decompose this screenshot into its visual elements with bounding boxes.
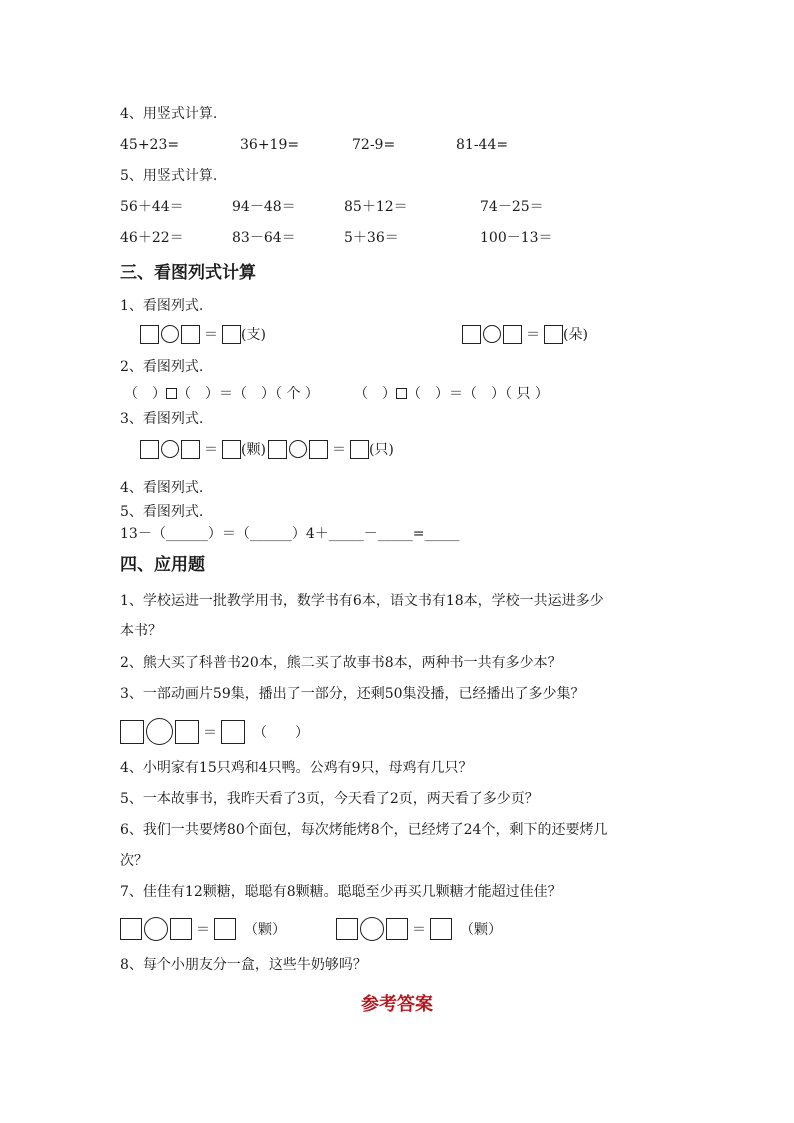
s4-q7-equation-a — [120, 917, 286, 941]
s3-p3-title: 3、看图列式. — [120, 411, 204, 427]
q5-r2-1: 46＋22＝ — [120, 230, 184, 246]
answer-box[interactable] — [170, 918, 192, 940]
s4-q1-line1: 1、学校运进一批教学用书，数学书有6本，语文书有18本，学校一共运进多少 — [120, 593, 604, 609]
unit-label: (只) — [368, 442, 394, 458]
answer-box[interactable] — [430, 918, 452, 940]
answer-box[interactable] — [386, 918, 408, 940]
answer-box[interactable] — [503, 325, 522, 344]
s3-p3-equation — [140, 439, 394, 459]
equals-sign: ＝ — [204, 327, 218, 343]
answer-box[interactable] — [221, 720, 245, 744]
equals-sign: ＝ — [526, 327, 540, 343]
answer-box[interactable] — [120, 918, 142, 940]
q4-title: 4、用竖式计算. — [120, 106, 218, 122]
q4-item-2: 36+19= — [240, 137, 300, 153]
s3-p2-title: 2、看图列式. — [120, 359, 204, 375]
operator-circle[interactable] — [161, 440, 179, 458]
unit-label: (朵) — [563, 327, 588, 343]
equals-sign: ＝ — [203, 724, 217, 741]
operator-circle[interactable] — [360, 917, 384, 941]
s3-p5-line: 13－（______）＝（______）4＋_____－_____=_____ — [120, 526, 460, 542]
unit-label: (颗) — [241, 442, 266, 458]
answer-box[interactable] — [181, 325, 200, 344]
blank-paren: （ ） — [124, 386, 166, 402]
answer-box[interactable] — [268, 440, 287, 459]
q4-item-1: 45+23= — [120, 137, 180, 153]
s4-q3-equation — [120, 718, 309, 745]
unit-label: (支) — [241, 327, 266, 343]
s4-q6-line1: 6、我们一共要烤80个面包，每次烤能烤8个，已经烤了24个，剩下的还要烤几 — [120, 822, 608, 838]
s3-p1-equation-a — [140, 324, 266, 344]
operator-circle[interactable] — [289, 440, 307, 458]
s4-q5: 5、一本故事书，我昨天看了3页，今天看了2页，两天看了多少页？ — [120, 791, 539, 807]
answer-box[interactable] — [181, 440, 200, 459]
q5-r1-1: 56＋44＝ — [120, 199, 184, 215]
s4-q3: 3、一部动画片59集，播出了一部分，还剩50集没播，已经播出了多少集？ — [120, 686, 585, 702]
s3-p2-equation-b — [354, 383, 549, 403]
blank-paren: （ ）＝（ ）（ 只 ） — [407, 386, 549, 402]
operator-circle[interactable] — [161, 325, 179, 343]
q5-r2-3: 5＋36＝ — [344, 230, 399, 246]
blank-paren: （ ）＝（ ）（ 个 ） — [177, 386, 319, 402]
q5-r1-2: 94－48＝ — [232, 199, 296, 215]
answer-box[interactable] — [214, 918, 236, 940]
s3-p1-equation-b — [462, 324, 588, 344]
s4-q4: 4、小明家有15只鸡和4只鸭。公鸡有9只，母鸡有几只？ — [120, 760, 473, 776]
equals-sign: ＝ — [204, 442, 218, 458]
q5-r1-3: 85＋12＝ — [344, 199, 408, 215]
equals-sign: ＝ — [196, 922, 210, 938]
blank-paren: （ ） — [354, 386, 396, 402]
q4-item-4: 81-44= — [456, 137, 509, 153]
q4-item-3: 72-9= — [352, 137, 396, 153]
s4-q1-line2: 本书？ — [120, 623, 162, 639]
answer-box[interactable] — [544, 325, 563, 344]
answer-box[interactable] — [140, 440, 159, 459]
answer-key-title: 参考答案 — [361, 994, 433, 1015]
s3-p2-equation-a — [124, 383, 319, 403]
answer-box[interactable] — [350, 440, 369, 459]
answer-box[interactable] — [120, 720, 144, 744]
s4-q7-equation-b — [336, 917, 502, 941]
answer-box[interactable] — [140, 325, 159, 344]
answer-box[interactable] — [222, 325, 241, 344]
answer-box[interactable] — [462, 325, 481, 344]
s4-q6-line2: 次？ — [120, 853, 148, 869]
q5-r2-2: 83－64＝ — [232, 230, 296, 246]
section4-heading: 四、应用题 — [120, 555, 205, 575]
s4-q2: 2、熊大买了科普书20本，熊二买了故事书8本，两种书一共有多少本？ — [120, 655, 562, 671]
q5-r1-4: 74－25＝ — [480, 199, 544, 215]
s3-p1-title: 1、看图列式. — [120, 298, 204, 314]
s4-q8: 8、每个小朋友分一盒，这些牛奶够吗？ — [120, 957, 367, 973]
answer-box[interactable] — [222, 440, 241, 459]
operator-box[interactable] — [166, 388, 177, 399]
answer-box[interactable] — [336, 918, 358, 940]
s4-q7: 7、佳佳有12颗糖，聪聪有8颗糖。聪聪至少再买几颗糖才能超过佳佳？ — [120, 884, 562, 900]
section3-heading: 三、看图列式计算 — [120, 263, 256, 283]
unit-label: （颗） — [460, 922, 502, 938]
unit-label: （ ） — [253, 724, 309, 741]
s3-p4-title: 4、看图列式. — [120, 480, 204, 496]
operator-circle[interactable] — [144, 917, 168, 941]
operator-circle[interactable] — [146, 718, 173, 745]
unit-label: （颗） — [244, 922, 286, 938]
operator-circle[interactable] — [483, 325, 501, 343]
equals-sign: ＝ — [412, 922, 426, 938]
q5-r2-4: 100－13＝ — [480, 230, 553, 246]
s3-p5-title: 5、看图列式. — [120, 504, 204, 520]
answer-box[interactable] — [309, 440, 328, 459]
q5-title: 5、用竖式计算. — [120, 168, 218, 184]
answer-box[interactable] — [175, 720, 199, 744]
equals-sign: ＝ — [331, 442, 346, 458]
operator-box[interactable] — [396, 388, 407, 399]
